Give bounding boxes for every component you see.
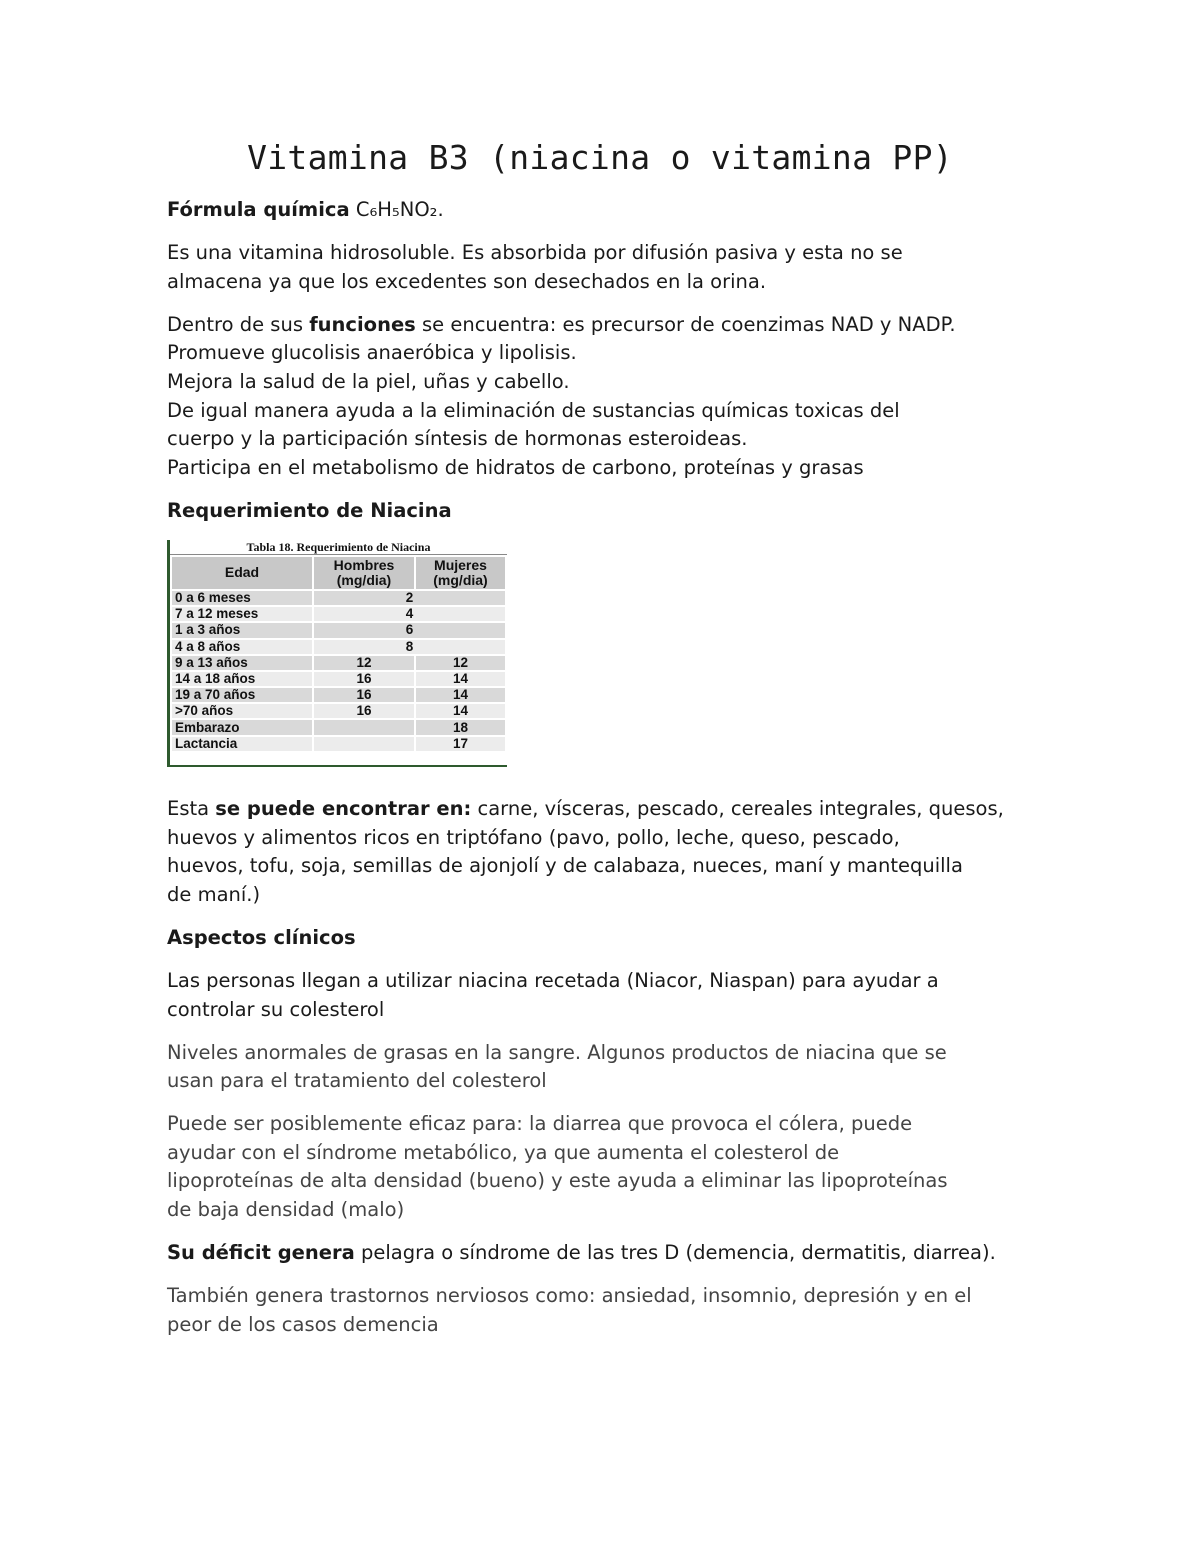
formula-paragraph [167, 196, 1047, 225]
clinical-1-line-2: controlar su colesterol [167, 997, 385, 1021]
table-cell-mujeres: 18 [415, 719, 506, 735]
table-cell-mujeres: 14 [415, 687, 506, 703]
clinical-paragraph-3 [167, 1110, 1047, 1224]
document-body [167, 196, 1047, 1354]
intro-line-1: Es una vitamina hidrosoluble. Es absorbida por difusión pasiva y esta no se [167, 241, 903, 265]
clinical-3-line-4: de baja densidad (malo) [167, 1198, 405, 1222]
functions-bold: funciones [309, 312, 416, 336]
table-cell-edad: 14 a 18 años [171, 671, 313, 687]
table-cell-mujeres: 17 [415, 736, 506, 752]
table-cell-edad: 9 a 13 años [171, 655, 313, 671]
table-row [171, 639, 506, 655]
functions-post: se encuentra: es precursor de coenzimas NAD y NADP. [415, 312, 956, 336]
table-row [171, 736, 506, 752]
functions-line-1 [167, 311, 1047, 340]
deficit-line [167, 1239, 1047, 1268]
functions-line-5: cuerpo y la participación síntesis de hormonas esteroideas. [167, 427, 748, 451]
sources-bold: se puede encontrar en: [215, 796, 472, 820]
sources-line-1 [167, 795, 1047, 824]
table-cell-edad: Lactancia [171, 736, 313, 752]
clinical-paragraph-1 [167, 967, 1047, 1024]
table-header-edad: Edad [171, 556, 313, 590]
deficit-paragraph [167, 1239, 1047, 1268]
table-cell-edad: 7 a 12 meses [171, 606, 313, 622]
table-cell-hombres: 16 [313, 687, 415, 703]
table-row [171, 719, 506, 735]
table-cell-hombres: 16 [313, 703, 415, 719]
disorders-paragraph [167, 1282, 1047, 1339]
table-row [171, 622, 506, 638]
table-cell-shared-value: 4 [313, 606, 506, 622]
deficit-bold: Su déficit genera [167, 1241, 355, 1265]
clinical-2-line-2: usan para el tratamiento del colesterol [167, 1069, 547, 1093]
intro-line-2: almacena ya que los excedentes son desechados en la orina. [167, 269, 767, 293]
table-cell-edad: 4 a 8 años [171, 639, 313, 655]
table-cell-shared-value: 8 [313, 639, 506, 655]
functions-line-4: De igual manera ayuda a la eliminación de sustancias químicas toxicas del [167, 398, 900, 422]
niacin-requirement-table-image [167, 540, 507, 767]
table-header-mujeres: Mujeres (mg/dia) [415, 556, 506, 590]
functions-line-2: Promueve glucolisis anaeróbica y lipolisis. [167, 341, 577, 365]
clinical-paragraph-2 [167, 1039, 1047, 1096]
table-caption: Tabla 18. Requerimiento de Niacina [170, 540, 507, 555]
table-cell-shared-value: 6 [313, 622, 506, 638]
clinical-2-line-1: Niveles anormales de grasas en la sangre. Algunos productos de niacina que se [167, 1040, 947, 1064]
disorders-line-2: peor de los casos demencia [167, 1312, 439, 1336]
table-cell-mujeres: 12 [415, 655, 506, 671]
document-title: Vitamina B3 (niacina o vitamina PP) [247, 138, 953, 177]
table-cell-hombres: 12 [313, 655, 415, 671]
functions-paragraph [167, 311, 1047, 483]
clinical-3-line-3: lipoproteínas de alta densidad (bueno) y este ayuda a eliminar las lipoproteínas [167, 1169, 948, 1193]
table-header-hombres: Hombres (mg/dia) [313, 556, 415, 590]
table-cell-edad: Embarazo [171, 719, 313, 735]
niacin-requirement-table [170, 555, 507, 753]
sources-post: carne, vísceras, pescado, cereales integrales, quesos, [471, 796, 1004, 820]
table-header-row [171, 556, 506, 590]
formula-label: Fórmula química [167, 198, 350, 221]
table-row [171, 590, 506, 606]
table-row [171, 687, 506, 703]
functions-line-3: Mejora la salud de la piel, uñas y cabello. [167, 369, 570, 393]
table-cell-hombres: 16 [313, 671, 415, 687]
deficit-post: pelagra o síndrome de las tres D (demencia, dermatitis, diarrea). [354, 1241, 996, 1265]
functions-pre: Dentro de sus [167, 312, 310, 336]
table-row [171, 606, 506, 622]
table-cell-hombres [313, 719, 415, 735]
table-cell-mujeres: 14 [415, 671, 506, 687]
table-cell-edad: 19 a 70 años [171, 687, 313, 703]
clinical-heading: Aspectos clínicos [167, 925, 356, 949]
table-row [171, 671, 506, 687]
intro-paragraph [167, 239, 1047, 296]
table-cell-edad: >70 años [171, 703, 313, 719]
formula-value: C₆H₅NO₂. [355, 198, 444, 221]
table-cell-hombres [313, 736, 415, 752]
table-row [171, 703, 506, 719]
sources-line-2: huevos y alimentos ricos en triptófano (pavo, pollo, leche, queso, pescado, [167, 825, 900, 849]
sources-line-3: huevos, tofu, soja, semillas de ajonjolí y de calabaza, nueces, maní y mantequilla [167, 854, 963, 878]
table-cell-edad: 1 a 3 años [171, 622, 313, 638]
table-row [171, 655, 506, 671]
sources-pre: Esta [167, 796, 216, 820]
table-cell-shared-value: 2 [313, 590, 506, 606]
functions-line-6: Participa en el metabolismo de hidratos de carbono, proteínas y grasas [167, 455, 864, 479]
sources-paragraph [167, 795, 1047, 909]
clinical-1-line-1: Las personas llegan a utilizar niacina recetada (Niacor, Niaspan) para ayudar a [167, 968, 939, 992]
clinical-3-line-1: Puede ser posiblemente eficaz para: la diarrea que provoca el cólera, puede [167, 1112, 913, 1136]
table-cell-edad: 0 a 6 meses [171, 590, 313, 606]
clinical-3-line-2: ayudar con el síndrome metabólico, ya que aumenta el colesterol de [167, 1140, 840, 1164]
table-cell-mujeres: 14 [415, 703, 506, 719]
requirement-heading: Requerimiento de Niacina [167, 498, 452, 522]
disorders-line-1: También genera trastornos nerviosos como: ansiedad, insomnio, depresión y en el [167, 1284, 972, 1308]
sources-line-4: de maní.) [167, 882, 261, 906]
